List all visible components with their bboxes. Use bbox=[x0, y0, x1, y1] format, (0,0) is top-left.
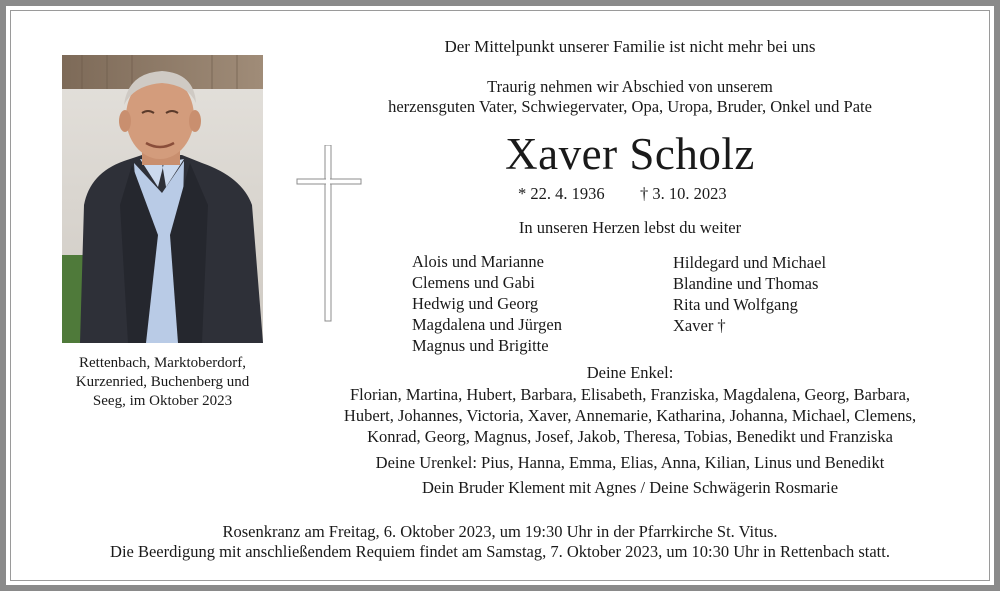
cross-icon bbox=[296, 145, 362, 328]
child-entry: Blandine und Thomas bbox=[673, 274, 819, 293]
grandchildren-heading: Deine Enkel: bbox=[586, 363, 674, 382]
death-date: † 3. 10. 2023 bbox=[640, 184, 727, 203]
child-entry: Hildegard und Michael bbox=[673, 253, 827, 272]
child-entry: Magnus und Brigitte bbox=[412, 336, 549, 355]
rosary-notice: Rosenkranz am Freitag, 6. Oktober 2023, um 19:30 Uhr in der Pfarrkirche St. Vitus. bbox=[222, 522, 778, 541]
location-caption bbox=[40, 354, 285, 411]
children-right-column bbox=[673, 252, 826, 336]
caption-line: Rettenbach, Marktoberdorf, bbox=[78, 355, 247, 371]
siblings-line: Dein Bruder Klement mit Agnes / Deine Schwägerin Rosmarie bbox=[421, 478, 839, 497]
grandchildren-line: Florian, Martina, Hubert, Barbara, Elisabeth, Franziska, Magdalena, Georg, Barbara, bbox=[349, 385, 911, 404]
header-line-2: Traurig nehmen wir Abschied von unserem bbox=[487, 77, 773, 96]
grandchildren-line: Hubert, Johannes, Victoria, Xaver, Annemarie, Katharina, Johanna, Michael, Clemens, bbox=[343, 406, 917, 425]
children-left-column bbox=[412, 251, 562, 356]
motto: In unseren Herzen lebst du weiter bbox=[518, 218, 742, 237]
header-line-1: Der Mittelpunkt unserer Familie ist nicht mehr bei uns bbox=[444, 37, 816, 56]
grandchildren-line: Konrad, Georg, Magnus, Josef, Jakob, Theresa, Tobias, Benedikt und Franziska bbox=[367, 427, 893, 446]
child-entry: Alois und Marianne bbox=[412, 252, 544, 271]
caption-line: Seeg, im Oktober 2023 bbox=[92, 393, 233, 409]
child-entry: Clemens und Gabi bbox=[412, 273, 535, 292]
child-entry: Xaver † bbox=[673, 316, 726, 335]
caption-line: Kurzenried, Buchenberg und bbox=[75, 374, 250, 390]
deceased-name: Xaver Scholz bbox=[505, 129, 755, 179]
child-entry: Magdalena und Jürgen bbox=[412, 315, 562, 334]
funeral-notice: Die Beerdigung mit anschließendem Requiem findet am Samstag, 7. Oktober 2023, um 10:30 Uhr in Rettenbach statt. bbox=[110, 542, 890, 561]
header-line-3: herzensguten Vater, Schwiegervater, Opa, Uropa, Bruder, Onkel und Pate bbox=[388, 97, 872, 116]
great-grandchildren: Deine Urenkel: Pius, Hanna, Emma, Elias, Anna, Kilian, Linus und Benedikt bbox=[375, 453, 885, 472]
child-entry: Rita und Wolfgang bbox=[673, 295, 798, 314]
birth-date: * 22. 4. 1936 bbox=[518, 184, 605, 203]
child-entry: Hedwig und Georg bbox=[412, 294, 539, 313]
portrait-photo bbox=[62, 55, 263, 343]
